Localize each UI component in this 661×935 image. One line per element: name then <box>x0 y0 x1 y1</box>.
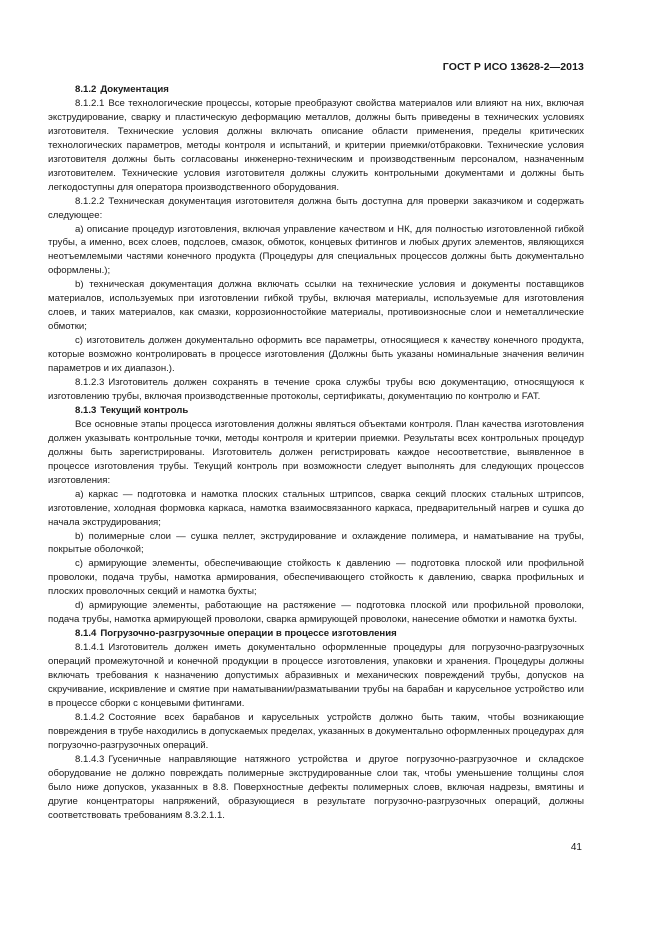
clause-number: 8.1.4 <box>75 628 97 640</box>
paragraph-text: c) изготовитель должен документально оформить все параметры, относящиеся к качеству конечного продукта, которые возможно контролировать в процессе изготовления (Должны быть указаны номинальные значения величин параметров и их диапазон.). <box>48 335 584 375</box>
paragraph <box>48 530 584 558</box>
paragraph-text: а) описание процедур изготовления, включая управление качеством и НК, для полностью изготовленной гибкой трубы, а именно, всех слоев, подслоев, смазок, обмоток, концевых фитингов и любых других элементов, являющихся неотъемлемыми частями конечного продукта (Процедуры для специальных процессов должны быть документально оформлены.); <box>48 223 584 277</box>
paragraph-text: c) армирующие элементы, обеспечивающие стойкость к давлению — подготовка плоской или профильной проволоки, подача трубы, намотка армирования, обеспечивающего стойкость к давлению, сварка профильных и плоских проволочных секций и намотка бухты; <box>48 558 584 598</box>
clause-number: 8.1.2 <box>75 84 97 95</box>
paragraph <box>48 195 584 223</box>
paragraph-text: Состояние всех барабанов и карусельных устройств должно быть таким, чтобы возникающие повреждения в трубе находились в допускаемых пределах, указанных в документально оформленных процедурах для погрузочно-разгрузочных операций. <box>48 711 584 751</box>
section-heading <box>48 627 584 641</box>
paragraph-text: d) армирующие элементы, работающие на растяжение — подготовка плоской или профильной проволоки, подача трубы, намотка армирующей проволоки, сварка армирующей проволоки, нанесение обмотки и намотка бухты. <box>48 600 584 626</box>
clause-number: 8.1.4.1 <box>75 642 105 654</box>
paragraph <box>48 557 584 599</box>
clause-number: 8.1.2.3 <box>75 377 105 389</box>
paragraph-text: а) каркас — подготовка и намотка плоских стальных штрипсов, сварка секций плоских стальных штрипсов, изготовление, холодная формовка каркаса, намотка взаимосвязанного каркаса, предварительный нагрев и сушка до начала экструдирования; <box>48 488 584 528</box>
heading-text: Погрузочно-разгрузочные операции в процессе изготовления <box>100 628 397 640</box>
paragraph <box>48 753 584 823</box>
heading-text: Текущий контроль <box>100 404 189 416</box>
paragraph <box>48 599 584 627</box>
document-header-id: ГОСТ Р ИСО 13628-2—2013 <box>442 61 584 73</box>
paragraph <box>48 334 584 376</box>
paragraph-text: Техническая документация изготовителя должна быть доступна для проверки заказчиком и содержать следующее: <box>48 195 584 221</box>
heading-text: Документация <box>100 84 169 95</box>
section-heading <box>48 83 584 97</box>
paragraph-text: Все технологические процессы, которые преобразуют свойства материалов или влияют на них, включая экструдирование, сварку и пластическую деформацию металлов, должны быть приведены в технических условиях изготовителя. Технические условия должны включать описание области применения, пределы критических технологических параметров, методы контроля и испытаний, и критерии приемки/отбраковки. Технические условия изготовителя должны быть согласованы инженерно-техническим и производственным персоналом, назначенным изготовителем. Технические условия изготовителя должны служить контрольными документами и должны быть легкодоступны для оператора производственного оборудования. <box>48 97 584 193</box>
clause-number: 8.1.3 <box>75 404 97 416</box>
clause-number: 8.1.4.2 <box>75 711 105 723</box>
document-body <box>48 83 584 823</box>
paragraph <box>48 641 584 711</box>
paragraph-text: b) техническая документация должна включать ссылки на технические условия и документы поставщиков материалов, используемых при изготовлении гибкой трубы, включая материалы, используемые для изготовления слоев, и таких материалов, как смазки, коррозионностойкие материалы, противоизносные слои и неметаллические обмотки; <box>48 279 584 333</box>
section-heading <box>48 404 584 418</box>
clause-number: 8.1.2.1 <box>75 97 105 109</box>
paragraph-text: b) полимерные слои — сушка пеллет, экструдирование и охлаждение полимера, и наматывание на трубы, покрытые оболочкой; <box>48 530 584 556</box>
paragraph-text: Изготовитель должен иметь документально оформленные процедуры для погрузочно-разгрузочных операций промежуточной и конечной продукции в процессе изготовления, упаковки и хранения. Процедуры должны включать требования к назначению допустимых абразивных и механических повреждений трубы, допусков на скручивание, искривление и смятие при наматывании/разматывании трубы на барабан и карусельное устройство или в процессе сборки с концевыми фитингами. <box>48 642 584 709</box>
paragraph <box>48 223 584 279</box>
paragraph <box>48 278 584 334</box>
page-number: 41 <box>570 842 582 853</box>
paragraph <box>48 97 584 195</box>
paragraph-text: Изготовитель должен сохранять в течение срока службы трубы всю документацию, относящуюся к изготовлению трубы, включая производственные протоколы, сертификаты, документацию по контролю и FAT. <box>48 377 584 402</box>
paragraph <box>48 376 584 404</box>
paragraph <box>48 488 584 530</box>
paragraph <box>48 711 584 753</box>
paragraph <box>48 418 584 488</box>
clause-number: 8.1.2.2 <box>75 195 105 207</box>
paragraph-text: Гусеничные направляющие натяжного устройства и другое погрузочно-разгрузочное и складское оборудование не должно повреждать полимерные экструдированные слои так, чтобы уменьшение толщины слоя было ниже допусков, указанных в 8.8. Поверхностные дефекты полимерных слоев, включая надрезы, вмятины и другие концентраторы напряжений, образующиеся в результате погрузочно-разгрузочных операций, должны соответствовать требованиям 8.3.2.1.1. <box>48 753 584 821</box>
paragraph-text: Все основные этапы процесса изготовления должны являться объектами контроля. План качества изготовления должен указывать контрольные точки, методы контроля и критерии приемки. Результаты всех контрольных процедур должны быть зарегистрированы. Изготовитель должен регистрировать каждое несоответствие, выявленное в процессе изготовления трубы. Текущий контроль при возможности следует выполнять для следующих процессов изготовления: <box>48 418 584 486</box>
clause-number: 8.1.4.3 <box>75 753 105 765</box>
